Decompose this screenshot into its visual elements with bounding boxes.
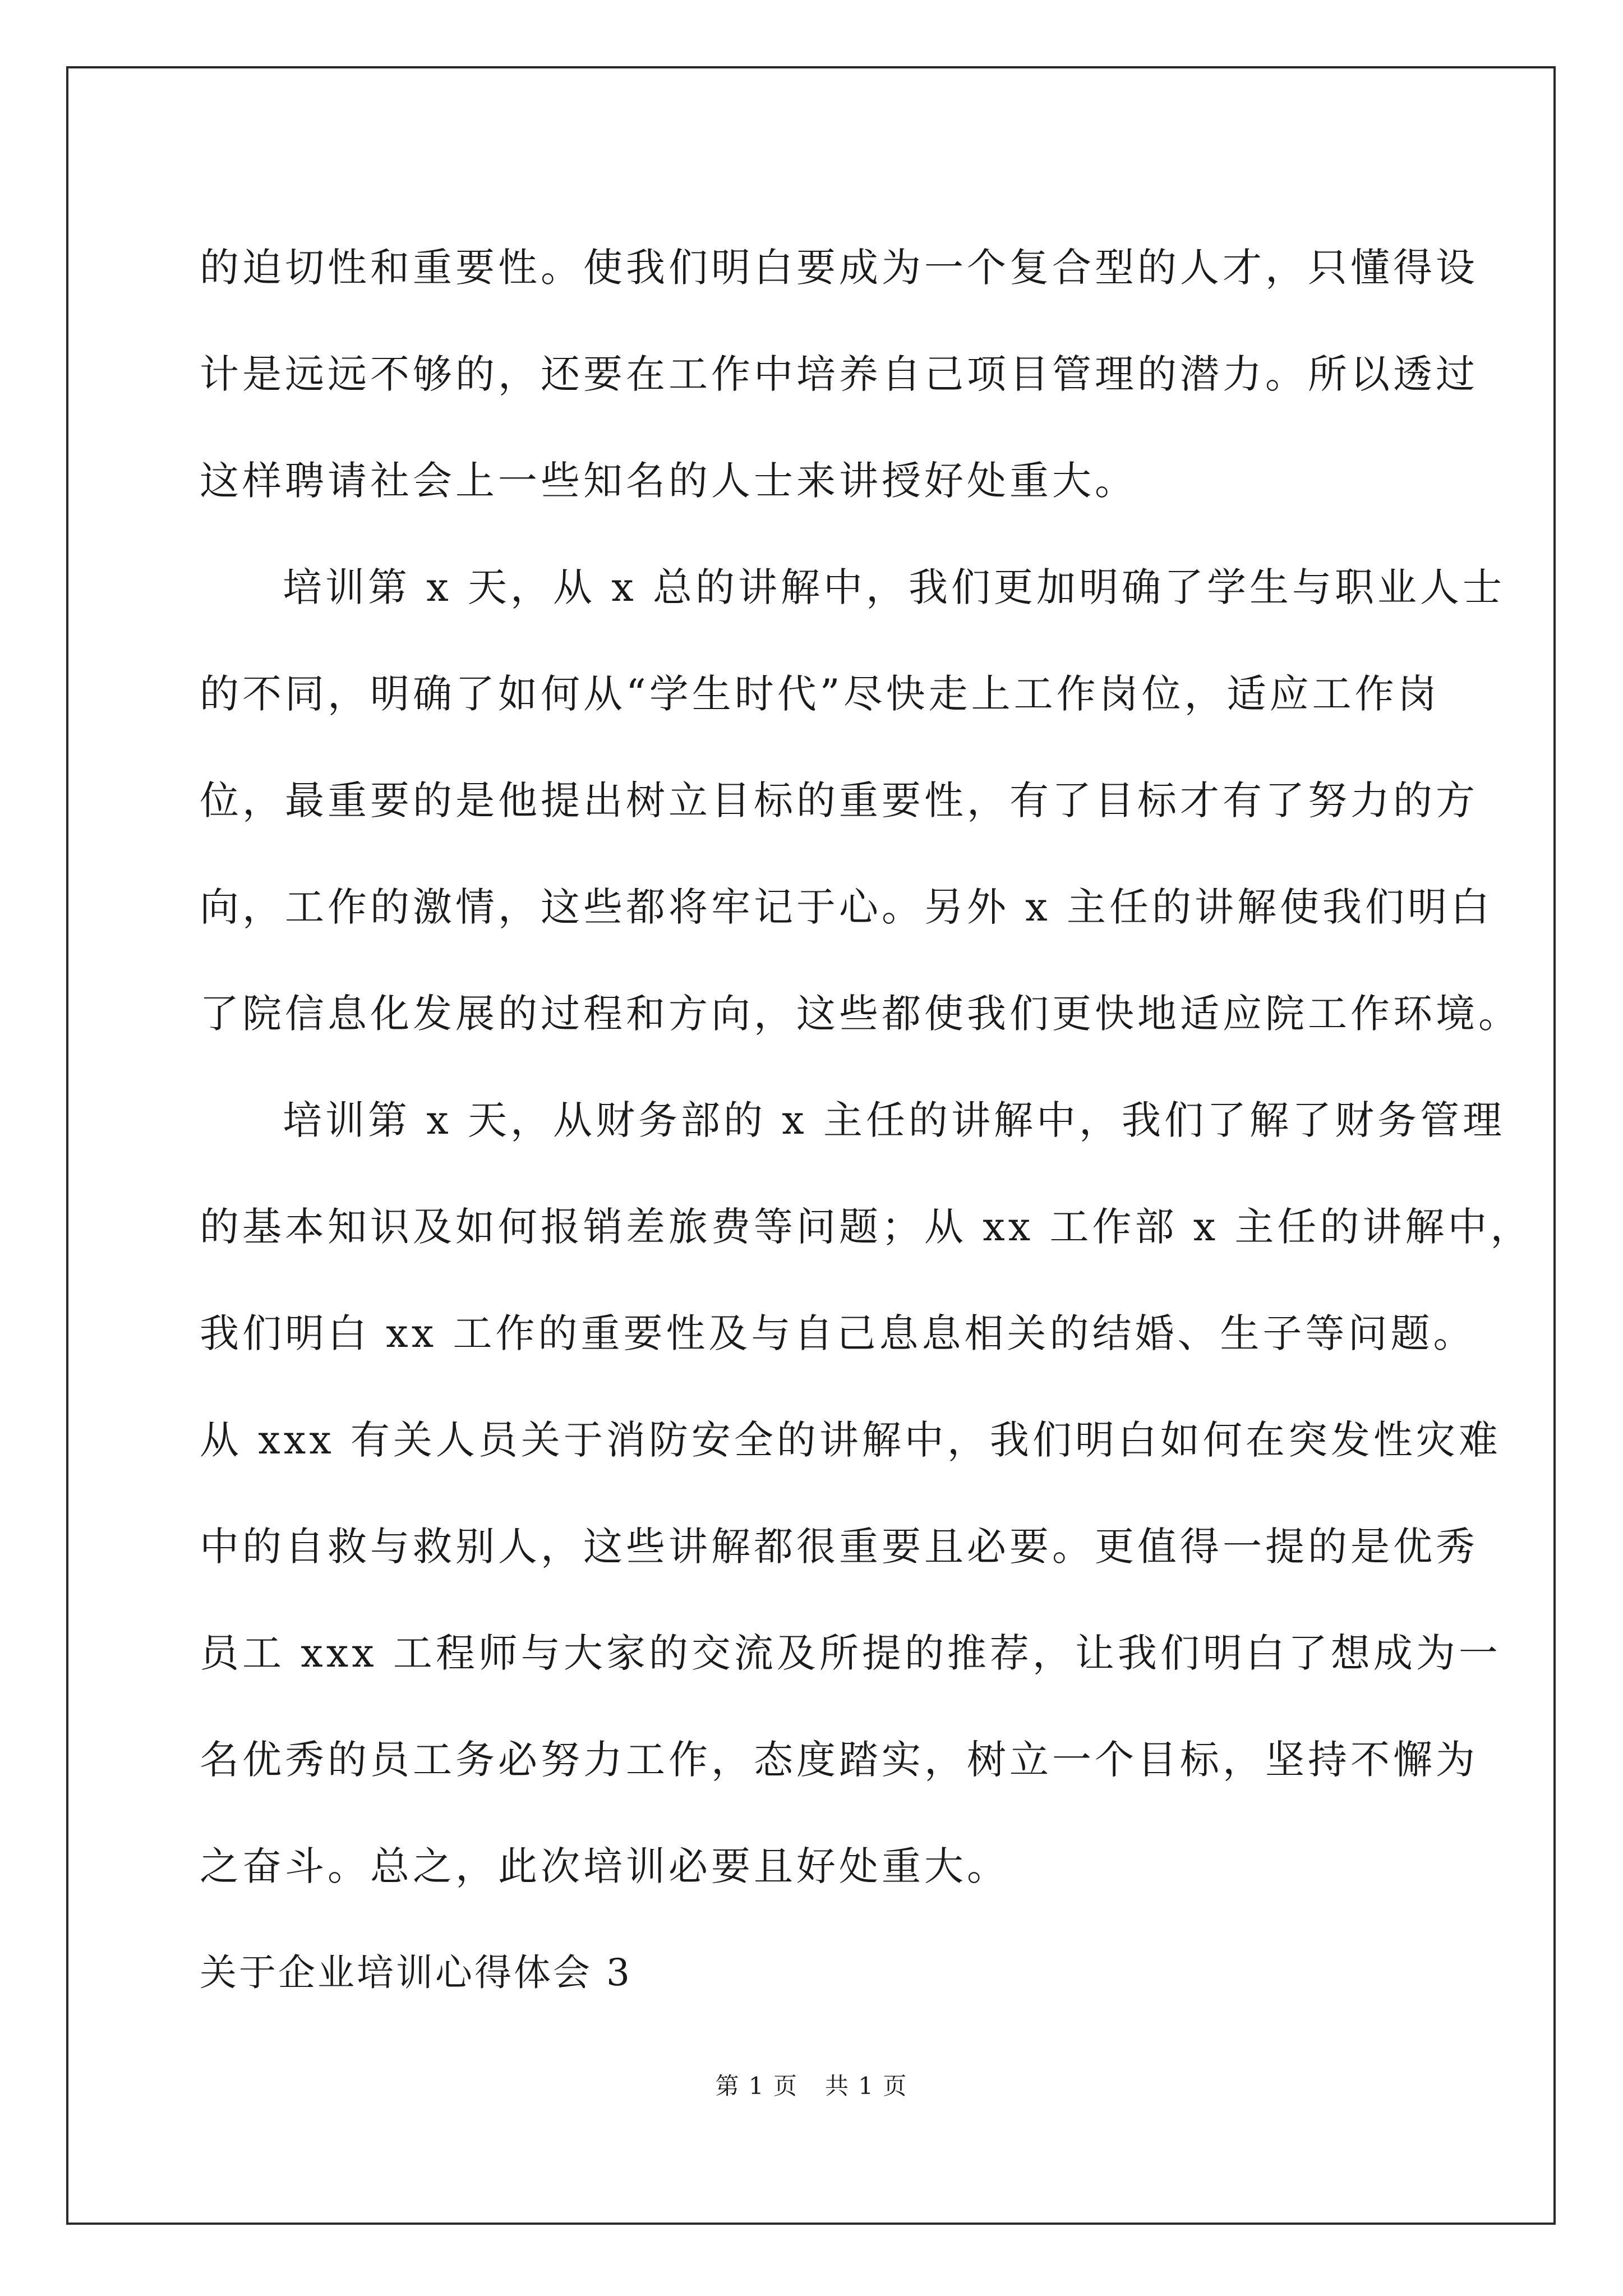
text-line: 计是远远不够的，还要在工作中培养自己项目管理的潜力。所以透过 [200, 351, 1478, 397]
document-body [200, 214, 1533, 2026]
paragraph-first-line: 培训第 x 天，从 x 总的讲解中，我们更加明确了学生与职业人士 [283, 564, 1505, 610]
text-line: 员工 xxx 工程师与大家的交流及所提的推荐，让我们明白了想成为一 [200, 1630, 1501, 1676]
text-line: 我们明白 xx 工作的重要性及与自己息息相关的结婚、生子等问题。 [200, 1310, 1476, 1356]
text-line: 的迫切性和重要性。使我们明白要成为一个复合型的人才，只懂得设 [200, 245, 1478, 291]
page-total: 共 1 页 [825, 2072, 908, 2100]
text-line: 之奋斗。总之，此次培训必要且好处重大。 [200, 1843, 1009, 1889]
text-line: 从 xxx 有关人员关于消防安全的讲解中，我们明白如何在突发性灾难 [200, 1417, 1501, 1463]
paragraph-first-line: 培训第 x 天，从财务部的 x 主任的讲解中，我们了解了财务管理 [283, 1097, 1505, 1143]
page-footer [0, 2068, 1623, 2101]
text-line: 的基本知识及如何报销差旅费等问题；从 xx 工作部 x 主任的讲解中， [200, 1204, 1533, 1250]
section-heading: 关于企业培训心得体会 3 [200, 1951, 632, 1994]
text-line: 位，最重要的是他提出树立目标的重要性，有了目标才有了努力的方 [200, 777, 1478, 823]
text-line: 向，工作的激情，这些都将牢记于心。另外 x 主任的讲解使我们明白 [200, 884, 1493, 930]
text-line: 了院信息化发展的过程和方向，这些都使我们更快地适应院工作环境。 [200, 991, 1521, 1037]
text-line: 的不同，明确了如何从“学生时代”尽快走上工作岗位，适应工作岗 [200, 671, 1440, 717]
text-line: 中的自救与救别人，这些讲解都很重要且必要。更值得一提的是优秀 [200, 1524, 1478, 1570]
text-line: 名优秀的员工务必努力工作，态度踏实，树立一个目标，坚持不懈为 [200, 1737, 1478, 1783]
text-line: 这样聘请社会上一些知名的人士来讲授好处重大。 [200, 458, 1137, 504]
page-number: 第 1 页 [715, 2072, 798, 2100]
